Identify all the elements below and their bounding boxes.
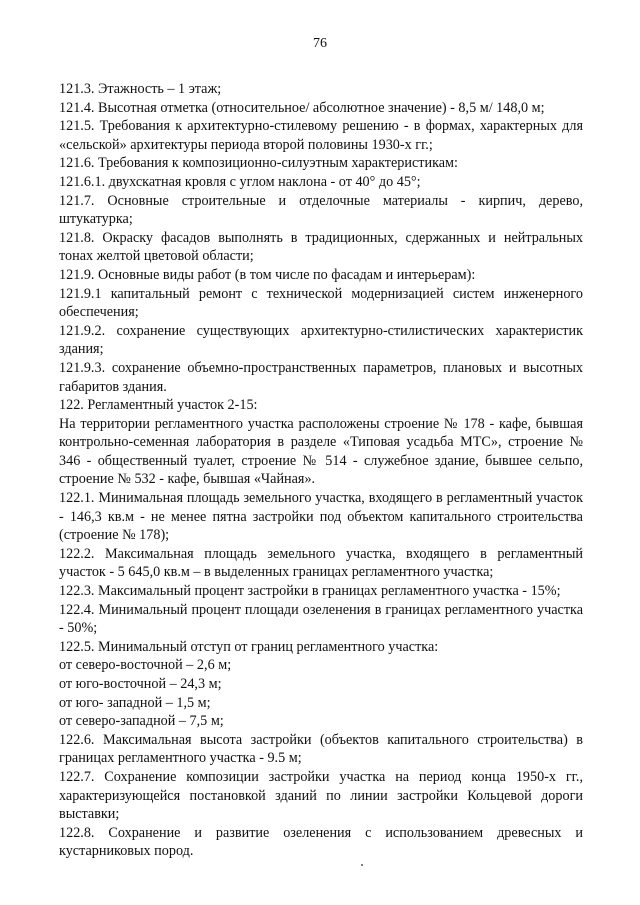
paragraph-121-3: 121.3. Этажность – 1 этаж;	[59, 81, 222, 97]
paragraph-121-6: 121.6. Требования к композиционно-силуэтным характеристикам:	[59, 155, 458, 172]
paragraph-122-4: 122.4. Минимальный процент площади озеленения в границах регламентного участка - 50%;	[59, 601, 583, 637]
paragraph-121-6-1: 121.6.1. двухскатная кровля с углом наклона - от 40° до 45°;	[59, 173, 421, 190]
paragraph-122-2: 122.2. Максимальная площадь земельного участка, входящего в регламентный участок - 5 645,0 кв.м – в выделенных границах регламентного участка;	[59, 545, 583, 581]
paragraph-122-intro: На территории регламентного участка расположены строение № 178 - кафе, бывшая контрольно-семенная лаборатория в разделе «Типовая усадьба МТС», строение № 346 - общественный туалет, строение № 514 - служебное здание, бывшее сельпо, строение № 532 - кафе, бывшая «Чайная».	[59, 415, 583, 488]
paragraph-121-7: 121.7. Основные строительные и отделочные материалы - кирпич, дерево, штукатурка;	[59, 192, 583, 228]
paragraph-122-6: 122.6. Максимальная высота застройки (объектов капитального строительства) в границах регламентного участка - 9.5 м;	[59, 731, 583, 767]
setback-south-west: от юго- западной – 1,5 м;	[59, 694, 211, 711]
setback-south-east: от юго-восточной – 24,3 м;	[59, 676, 222, 692]
paragraph-122-1: 122.1. Минимальная площадь земельного участка, входящего в регламентный участок - 146,3 кв.м - не менее пятна застройки под объектом капитального строительства (строение № 178);	[59, 490, 583, 544]
paragraph-122-8: 122.8. Сохранение и развитие озеленения с использованием древесных и кустарниковых пород.	[59, 824, 583, 860]
paragraph-121-8: 121.8. Окраску фасадов выполнять в традиционных, сдержанных и нейтральных тонах желтой цветовой области;	[59, 229, 583, 265]
paragraph-122-heading: 122. Регламентный участок 2-15:	[59, 397, 258, 414]
page-number: 76	[313, 36, 327, 51]
paragraph-122-7: 122.7. Сохранение композиции застройки участка на период конца 1950-х гг., характеризующейся постановкой зданий по линии застройки Кольцевой дороги выставки;	[59, 768, 583, 823]
document-body	[59, 80, 583, 861]
setback-north-west: от северо-западной – 7,5 м;	[59, 713, 224, 730]
paragraph-122-5: 122.5. Минимальный отступ от границ регламентного участка:	[59, 638, 439, 655]
paragraph-121-5: 121.5. Требования к архитектурно-стилевому решению - в формах, характерных для «сельской» архитектуры периода второй половины 1930-х гг.;	[59, 118, 583, 153]
paragraph-121-9-2: 121.9.2. сохранение существующих архитектурно-стилистических характеристик здания;	[59, 322, 583, 358]
paragraph-121-9: 121.9. Основные виды работ (в том числе по фасадам и интерьерам):	[59, 266, 476, 283]
paragraph-121-9-1: 121.9.1 капитальный ремонт с технической модернизацией систем инженерного обеспечения;	[59, 285, 583, 321]
paragraph-121-9-3: 121.9.3. сохранение объемно-пространственных параметров, плановых и высотных габаритов здания.	[59, 359, 583, 395]
paragraph-121-4: 121.4. Высотная отметка (относительное/ абсолютное значение) - 8,5 м/ 148,0 м;	[59, 99, 545, 116]
paragraph-122-3: 122.3. Максимальный процент застройки в границах регламентного участка - 15%;	[59, 583, 561, 600]
setback-north-east: от северо-восточной – 2,6 м;	[59, 657, 232, 674]
scan-speck	[361, 864, 363, 866]
